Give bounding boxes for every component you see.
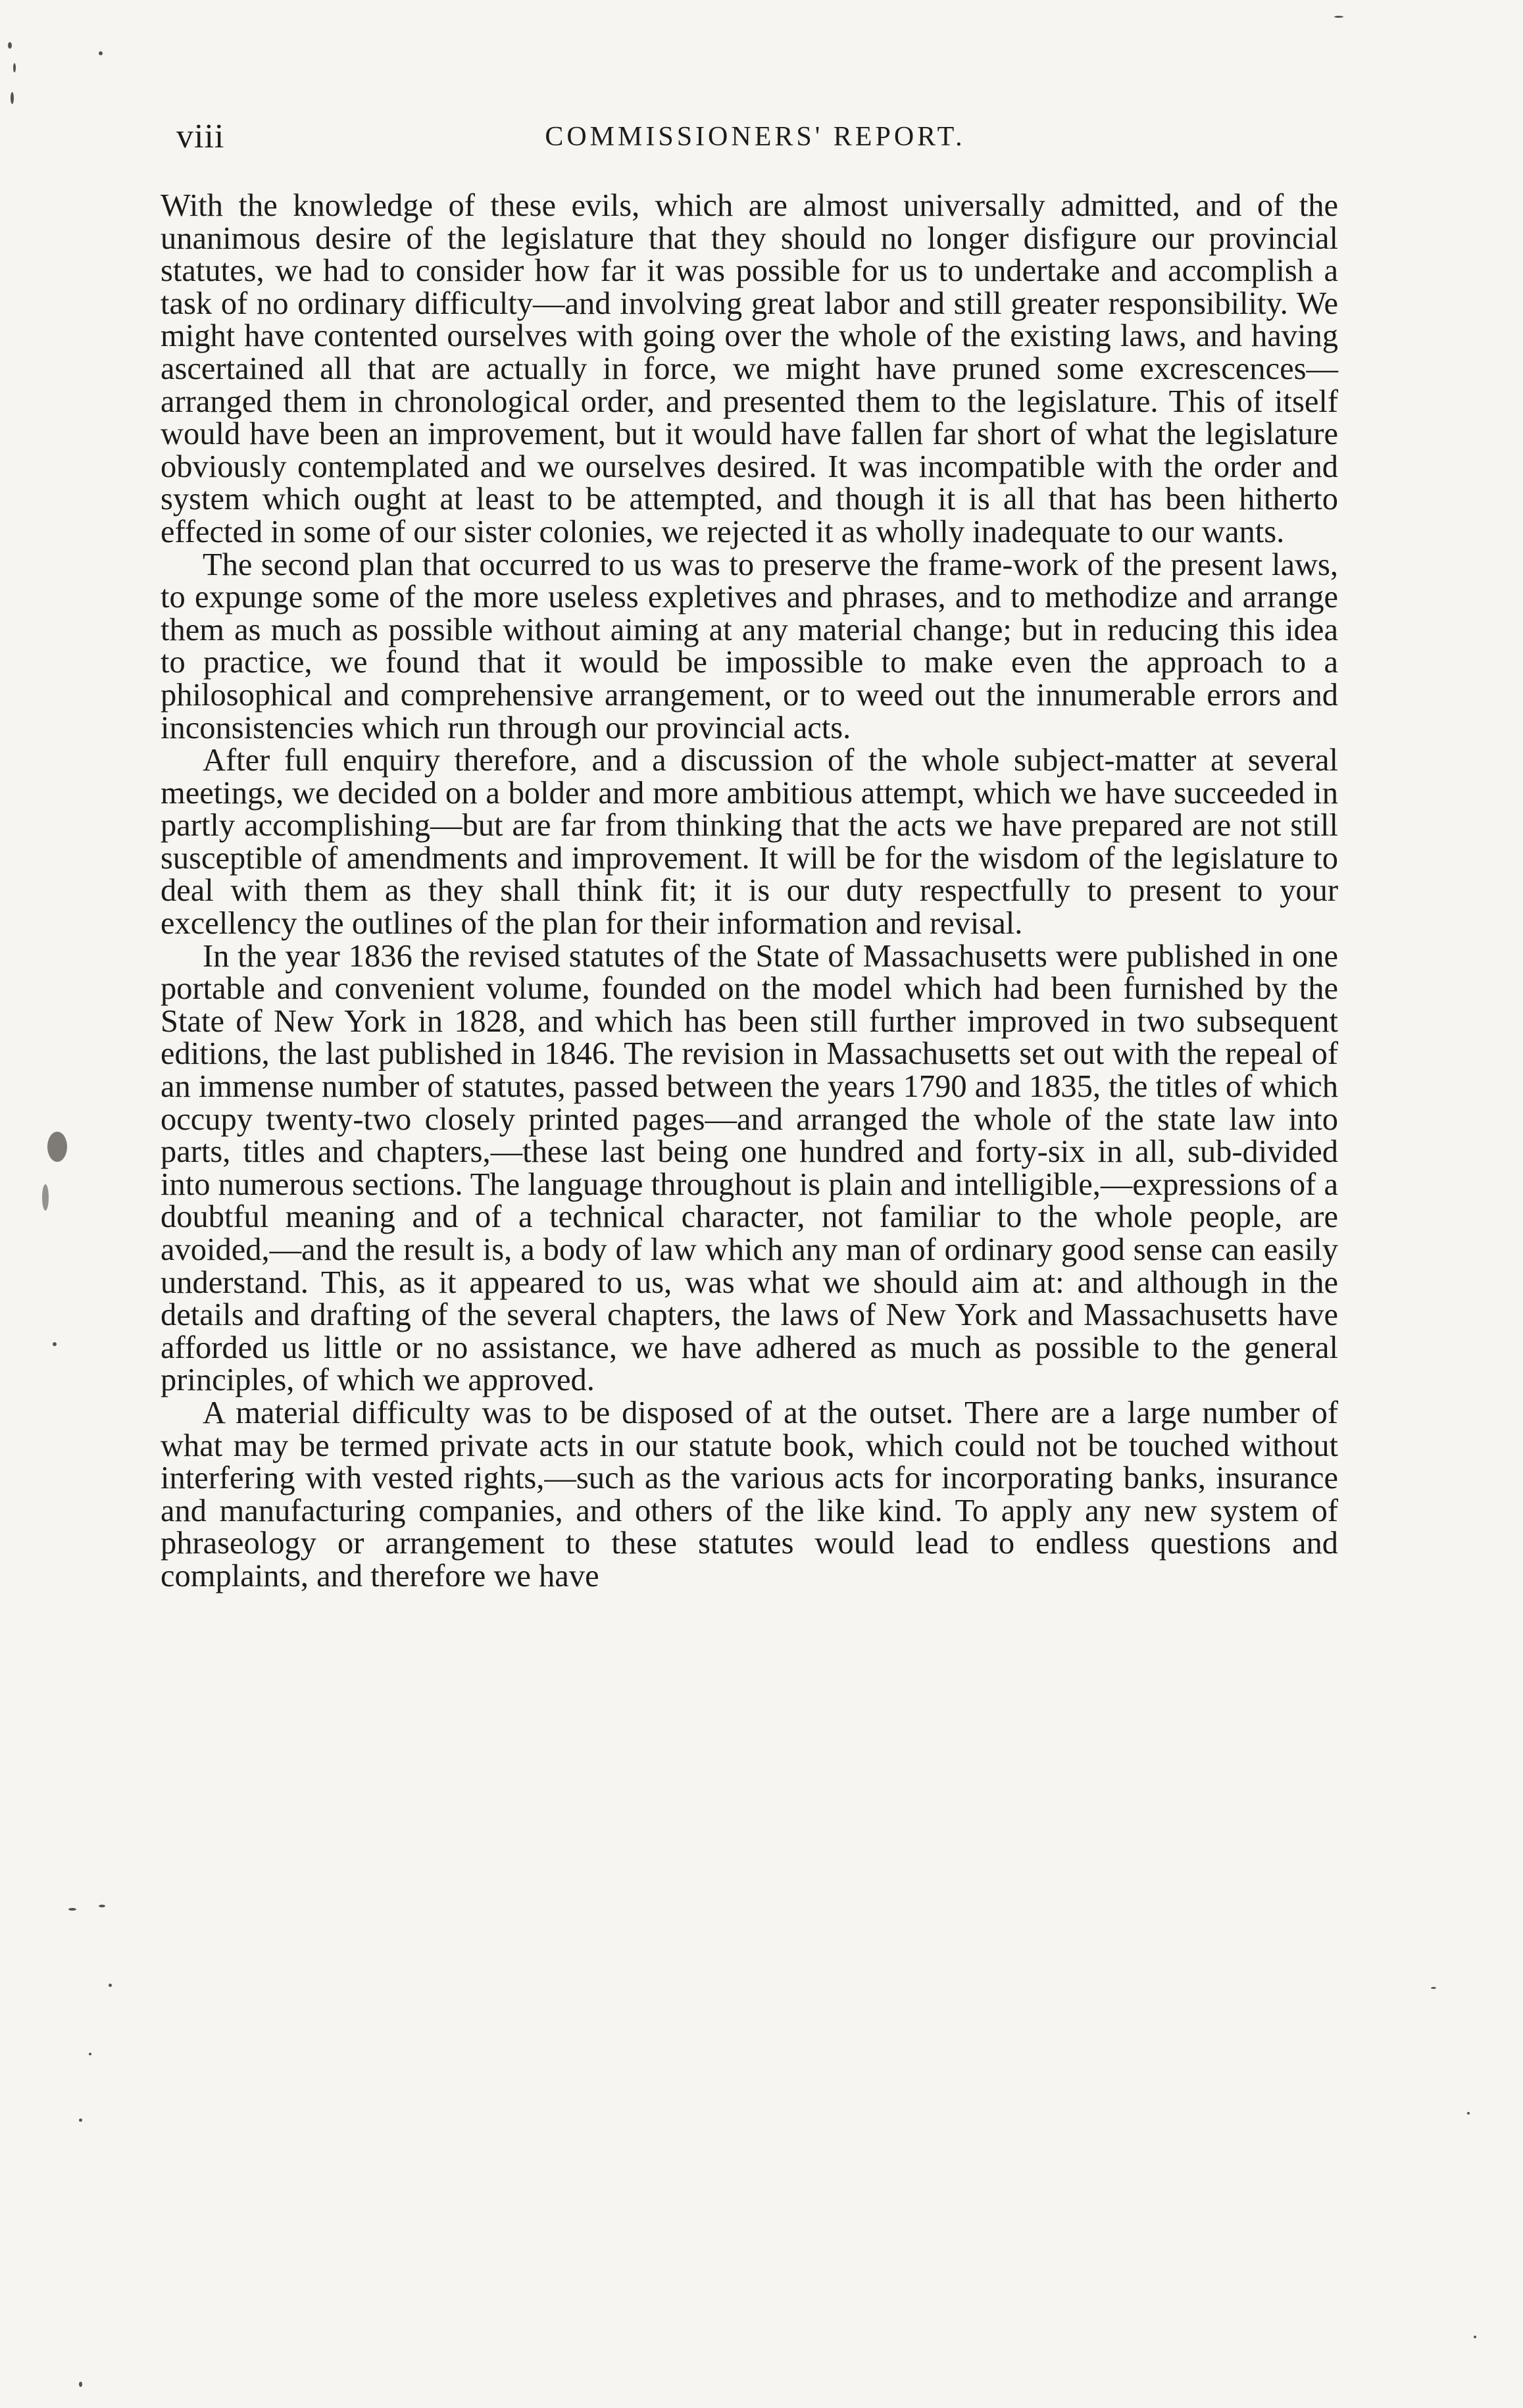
- scan-speck: [47, 1132, 67, 1162]
- scan-speck: [8, 42, 12, 49]
- scan-speck: [79, 2382, 82, 2387]
- scan-speck: [42, 1184, 49, 1211]
- paragraph-5: A material difficulty was to be disposed of at the outset. There are a large number of what may be termed private acts in our statute book, which could not be touched without interfering with vested rights,—such as the various acts for incorporating banks, insurance and manufacturing companies, and others of the like kind. To apply any new system of phraseology or arrangement to these statutes would lead to endless questions and complaints, and therefore we have: [161, 1395, 1338, 1593]
- paragraph-2: The second plan that occurred to us was to preserve the frame-work of the present laws, to expunge some of the more useless expletives and phrases, and to methodize and arrange them as much as possible without aiming at any material change; but in reducing this idea to practice, we found that it would be impossible to make even the approach to a philosophical and comprehensive arrangement, or to weed out the innumerable errors and inconsistencies which run through our provincial acts.: [161, 547, 1338, 745]
- paragraph-4: In the year 1836 the revised statutes of the State of Massachusetts were published in one portable and convenient volume, founded on the model which had been furnished by the State of New York in 1828, and which has been still further improved in two subsequent editions, the last published in 1846. The revision in Massachusetts set out with the repeal of an immense number of statutes, passed between the years 1790 and 1835, the titles of which occupy twenty-two closely printed pages—and arranged the whole of the state law into parts, titles and chapters,—these last being one hundred and forty-six in all, sub-divided into numerous sections. The language throughout is plain and intelligible,—expressions of a doubtful meaning and of a technical character, not familiar to the whole people, are avoided,—and the result is, a body of law which any man of ordinary good sense can easily understand. This, as it appeared to us, was what we should aim at: and although in the details and drafting of the several chapters, the laws of New York and Massachusetts have afforded us little or no assistance, we have adhered as much as possible to the general principles, of which we approved.: [161, 938, 1339, 1398]
- scan-speck: [11, 92, 14, 104]
- paragraph-1: With the knowledge of these evils, which are almost universally admitted, and of the unanimous desire of the legislature that they should no longer disfigure our provincial statutes, we had to consider how far it was possible for us to undertake and accomplish a task of no ordinary difficulty—and involving great labor and still greater responsibility. We might have contented ourselves with going over the whole of the existing laws, and having ascertained all that are actually in force, we might have pruned some excrescences—arranged them in chronological order, and presented them to the legislature. This of itself would have been an improvement, but it would have fallen far short of what the legislature obviously contemplated and we ourselves desired. It was incompatible with the order and system which ought at least to be attempted, and though it is all that has been hitherto effected in some of our sister colonies, we rejected it as wholly inadequate to our wants.: [161, 188, 1338, 549]
- scan-speck: [1334, 16, 1343, 18]
- scan-speck: [68, 1908, 76, 1911]
- paragraph-3: After full enquiry therefore, and a discussion of the whole subject-matter at several meetings, we decided on a bolder and more ambitious attempt, which we have succeeded in partly accomplishing—but are far from thinking that the acts we have prepared are not still susceptible of amendments and improvement. It will be for the wisdom of the legislature to deal with them as they shall think fit; it is our duty respectfully to present to your excellency the outlines of the plan for their information and revisal.: [161, 743, 1338, 941]
- report-body: [161, 189, 1338, 1593]
- scan-speck: [99, 51, 103, 55]
- page-number: viii: [176, 118, 225, 155]
- scan-speck: [89, 2053, 91, 2055]
- scan-speck: [1474, 2336, 1476, 2338]
- scan-speck: [109, 1984, 112, 1987]
- scan-speck: [1467, 2112, 1470, 2115]
- scan-speck: [1431, 1987, 1436, 1989]
- scan-speck: [79, 2119, 82, 2122]
- scan-speck: [13, 63, 16, 72]
- scan-speck: [99, 1905, 105, 1907]
- running-head: COMMISSIONERS' REPORT.: [545, 122, 966, 152]
- page-header: [176, 117, 1334, 163]
- scan-speck: [53, 1342, 57, 1346]
